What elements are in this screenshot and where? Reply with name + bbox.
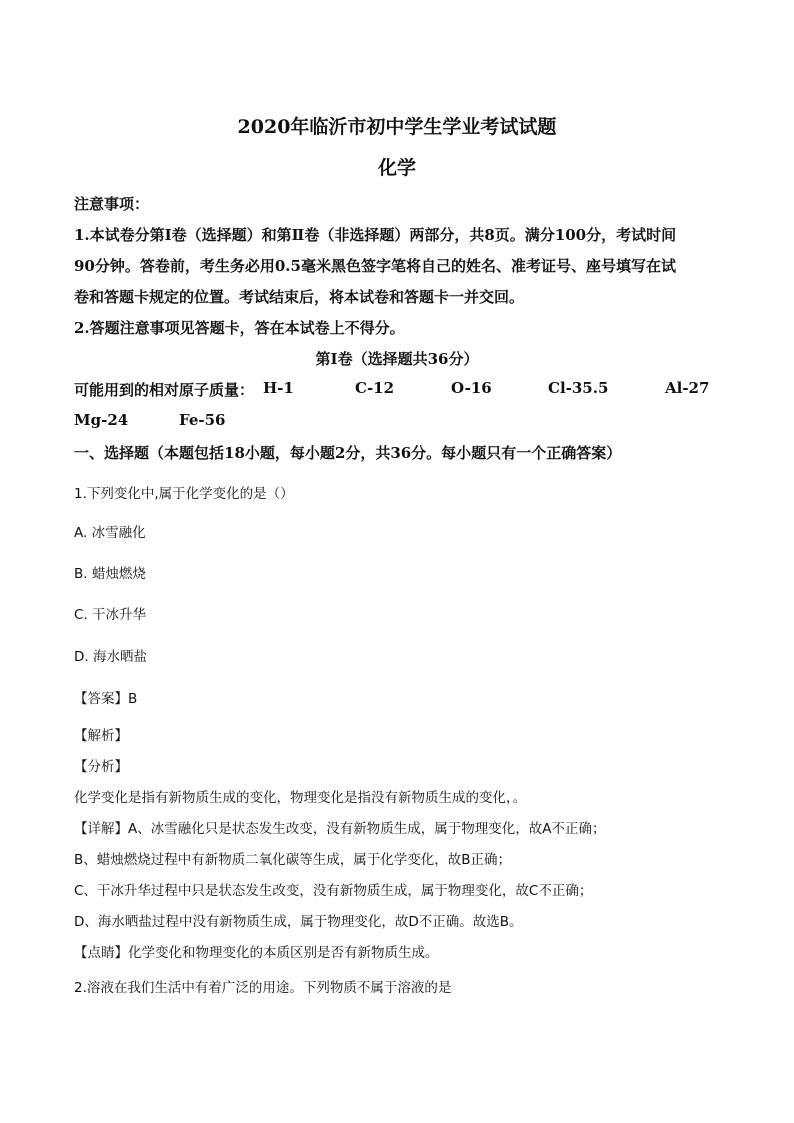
question-2-stem: 2.溶液在我们生活中有着广泛的用途。下列物质不属于溶液的是 [74, 980, 452, 996]
notice-line: 卷和答题卡规定的位置。考试结束后，将本试卷和答题卡一并交回。 [74, 288, 525, 306]
atomic-mass-item: Fe-56 [179, 411, 226, 429]
fenxi-label: 【分析】 [74, 759, 128, 775]
detail-line: D、海水晒盐过程中没有新物质生成，属于物理变化，故D不正确。故选B。 [74, 914, 523, 930]
answer-line: 【答案】B [74, 691, 138, 707]
notice-line: 90分钟。答卷前，考生务必用0.5毫米黑色签字笔将自己的姓名、准考证号、座号填写在试 [74, 257, 676, 275]
atomic-mass-item: O-16 [451, 379, 492, 397]
atomic-mass-item: Al-27 [665, 379, 710, 397]
atomic-mass-item: Mg-24 [74, 411, 129, 429]
atomic-mass-item: C-12 [355, 379, 395, 397]
atomic-mass-item: H-1 [263, 379, 294, 397]
question-1-option-d: D. 海水晒盐 [74, 649, 147, 665]
detail-line: B、蜡烛燃烧过程中有新物质二氧化碳等生成，属于化学变化，故B正确； [74, 852, 512, 868]
exam-title: 2020年临沂市初中学生学业考试试题 [237, 116, 557, 138]
question-1-stem: 1.下列变化中,属于化学变化的是（） [74, 486, 294, 502]
atomic-mass-item: Cl-35.5 [548, 379, 609, 397]
analysis-label: 【解析】 [74, 728, 128, 744]
subject-title: 化学 [377, 157, 416, 179]
fenxi-text: 化学变化是指有新物质生成的变化，物理变化是指没有新物质生成的变化，。 [74, 790, 527, 806]
atomic-mass-label: 可能用到的相对原子质量： [74, 381, 255, 399]
notice-line: 1.本试卷分第Ⅰ卷（选择题）和第Ⅱ卷（非选择题）两部分，共8页。满分100分，考试时间 [74, 226, 677, 244]
question-1-option-a: A. 冰雪融化 [74, 525, 146, 541]
part-one-heading: 一、选择题（本题包括18小题，每小题2分，共36分。每小题只有一个正确答案） [74, 444, 622, 462]
notice-heading: 注意事项： [74, 195, 150, 213]
section-heading: 第Ⅰ卷（选择题共36分） [315, 350, 479, 368]
question-1-option-b: B. 蜡烛燃烧 [74, 566, 146, 582]
detail-line: C、干冰升华过程中只是状态发生改变，没有新物质生成，属于物理变化，故C不正确； [74, 883, 593, 899]
detail-line: 【详解】A、冰雪融化只是状态发生改变，没有新物质生成，属于物理变化，故A不正确； [74, 821, 606, 837]
notice-line: 2.答题注意事项见答题卡，答在本试卷上不得分。 [74, 319, 405, 337]
comment-line: 【点睛】化学变化和物理变化的本质区别是否有新物质生成。 [74, 945, 439, 961]
question-1-option-c: C. 干冰升华 [74, 607, 147, 623]
